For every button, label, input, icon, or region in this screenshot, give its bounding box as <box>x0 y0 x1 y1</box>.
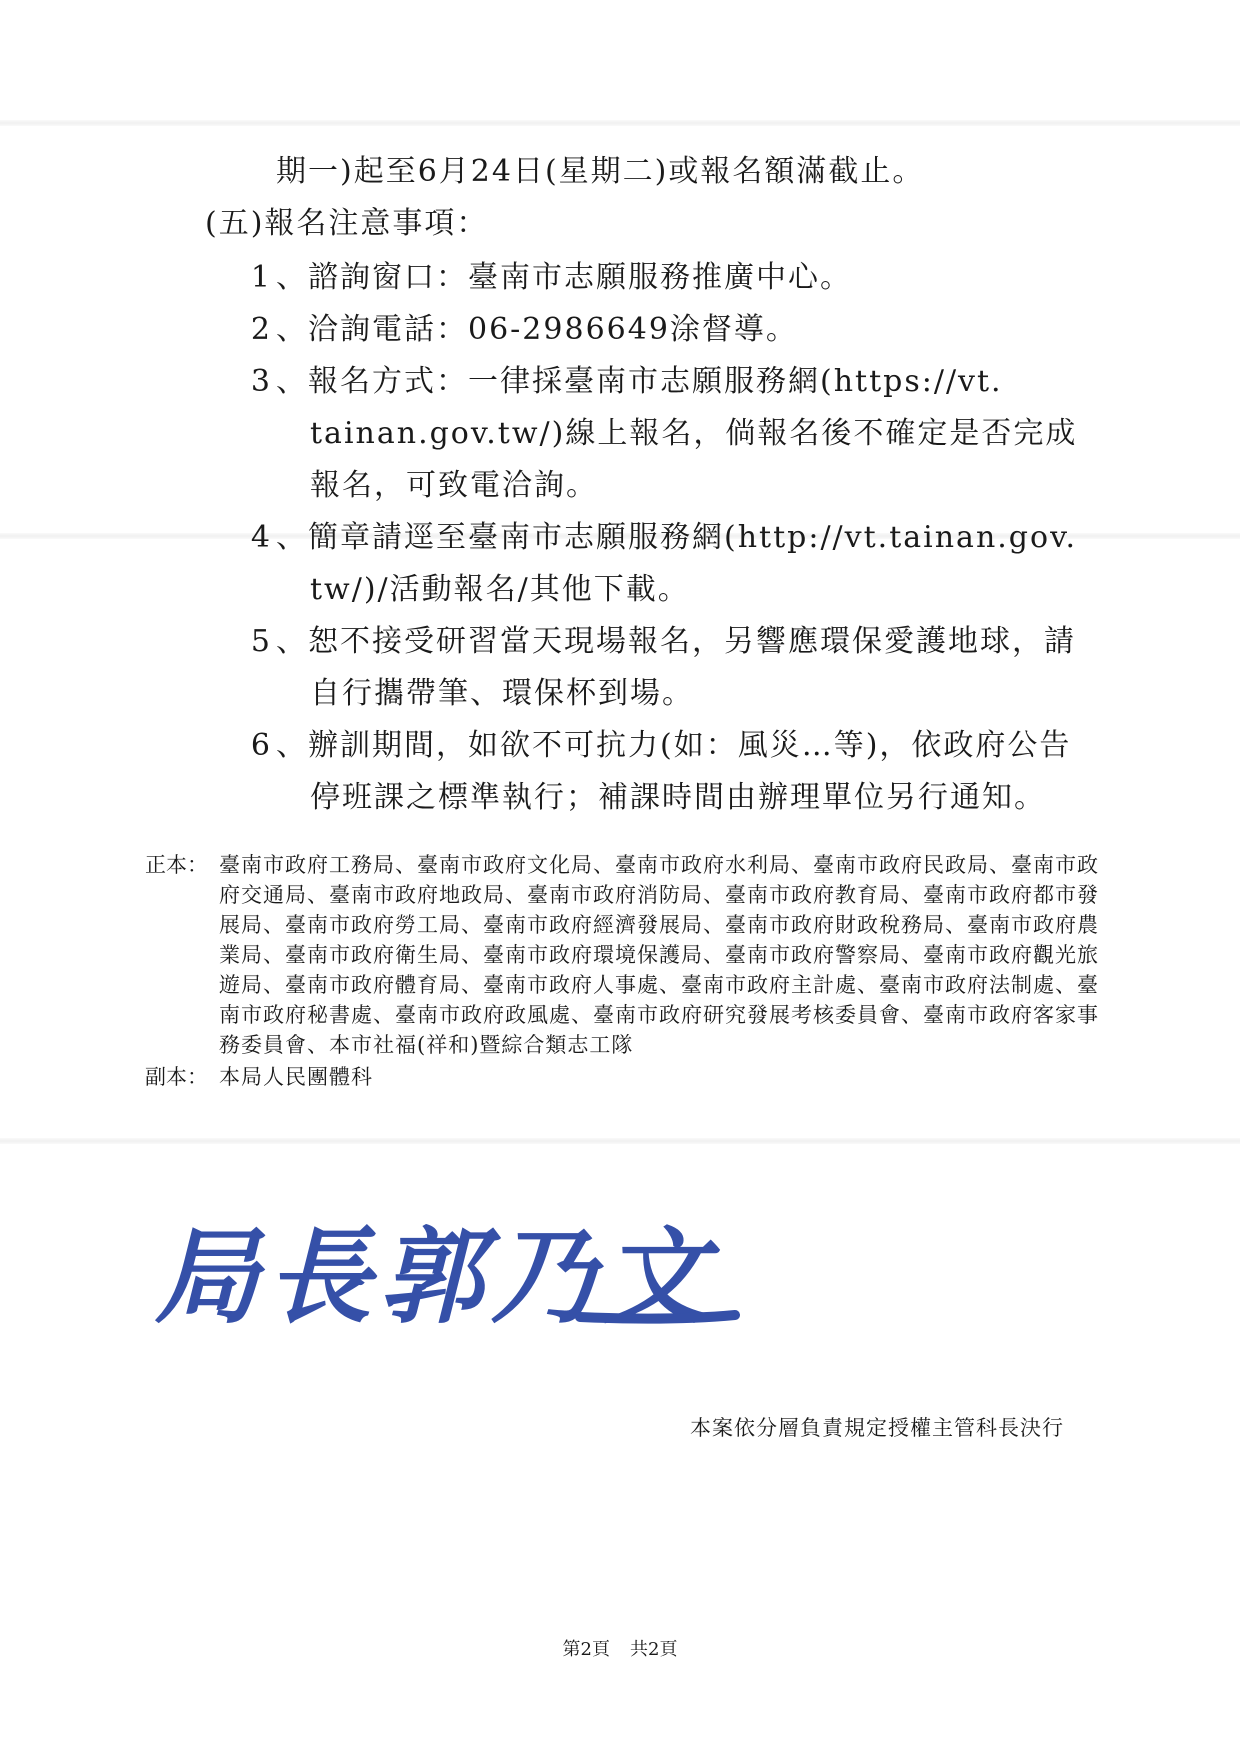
item-text: 、洽詢電話：06-2986649涂督導。 <box>276 312 798 347</box>
continuation-line: 期一)起至6月24日(星期二)或報名額滿截止。 <box>276 154 925 189</box>
copy-recipients: 本局人民團體科 <box>219 1065 373 1089</box>
item-number: 4 <box>250 520 272 555</box>
notice-item-2 <box>236 310 798 350</box>
notice-item-6 <box>236 726 1071 766</box>
page-current: 第2頁 <box>562 1639 610 1660</box>
item-text: 、簡章請逕至臺南市志願服務網(http://vt.tainan.gov. <box>276 520 1077 555</box>
notice-item-4 <box>236 518 1077 558</box>
original-label: 正本： <box>145 853 208 877</box>
item-continuation: tainan.gov.tw/)線上報名，倘報名後不確定是否完成 <box>310 416 1078 451</box>
signature-flourish <box>580 1315 735 1319</box>
item-text: 、辦訓期間，如欲不可抗力(如：風災…等)，依政府公告 <box>276 728 1072 763</box>
paper-fold <box>0 120 1240 126</box>
item-number: 3 <box>250 364 272 399</box>
director-signature-stamp <box>150 1195 740 1355</box>
original-recipients-row <box>145 850 1115 1060</box>
distribution-list <box>145 850 1115 1092</box>
notice-item-3 <box>236 362 1003 402</box>
original-recipients: 臺南市政府工務局、臺南市政府文化局、臺南市政府水利局、臺南市政府民政局、臺南市政府交通局、臺南市政府地政局、臺南市政府消防局、臺南市政府教育局、臺南市政府都市發展局、臺南市政府勞工局、臺南市政府經濟發展局、臺南市政府財政稅務局、臺南市政府農業局、臺南市政府衛生局、臺南市政府環境保護局、臺南市政府警察局、臺南市政府觀光旅遊局、臺南市政府體育局、臺南市政府人事處、臺南市政府主計處、臺南市政府法制處、臺南市政府秘書處、臺南市政府政風處、臺南市政府研究發展考核委員會、臺南市政府客家事務委員會、本市社福(祥和)暨綜合類志工隊 <box>219 853 1099 1057</box>
copy-label: 副本： <box>145 1065 208 1089</box>
item-number: 2 <box>250 312 272 347</box>
item-text: 、諮詢窗口：臺南市志願服務推廣中心。 <box>276 260 852 295</box>
authorization-note: 本案依分層負責規定授權主管科長決行 <box>690 1416 1064 1440</box>
notice-item-5 <box>236 622 1076 662</box>
copy-recipients-row <box>145 1062 1115 1092</box>
notice-item-1 <box>236 258 852 298</box>
item-continuation: 停班課之標準執行；補課時間由辦理單位另行通知。 <box>310 780 1046 815</box>
signature-text: 局長郭乃文 <box>155 1215 716 1338</box>
item-number: 1 <box>250 260 272 295</box>
item-text: 、恕不接受研習當天現場報名，另響應環保愛護地球，請 <box>276 624 1076 659</box>
item-number: 5 <box>250 624 272 659</box>
item-number: 6 <box>250 728 272 763</box>
paper-fold <box>0 1138 1240 1144</box>
item-continuation: 報名，可致電洽詢。 <box>310 468 598 503</box>
item-continuation: tw/)/活動報名/其他下載。 <box>310 572 690 607</box>
item-continuation: 自行攜帶筆、環保杯到場。 <box>310 676 694 711</box>
section-heading: (五)報名注意事項： <box>205 206 489 241</box>
item-text: 、報名方式：一律採臺南市志願服務網(https://vt. <box>276 364 1003 399</box>
page-total: 共2頁 <box>630 1639 678 1660</box>
page-number <box>0 1635 1240 1661</box>
